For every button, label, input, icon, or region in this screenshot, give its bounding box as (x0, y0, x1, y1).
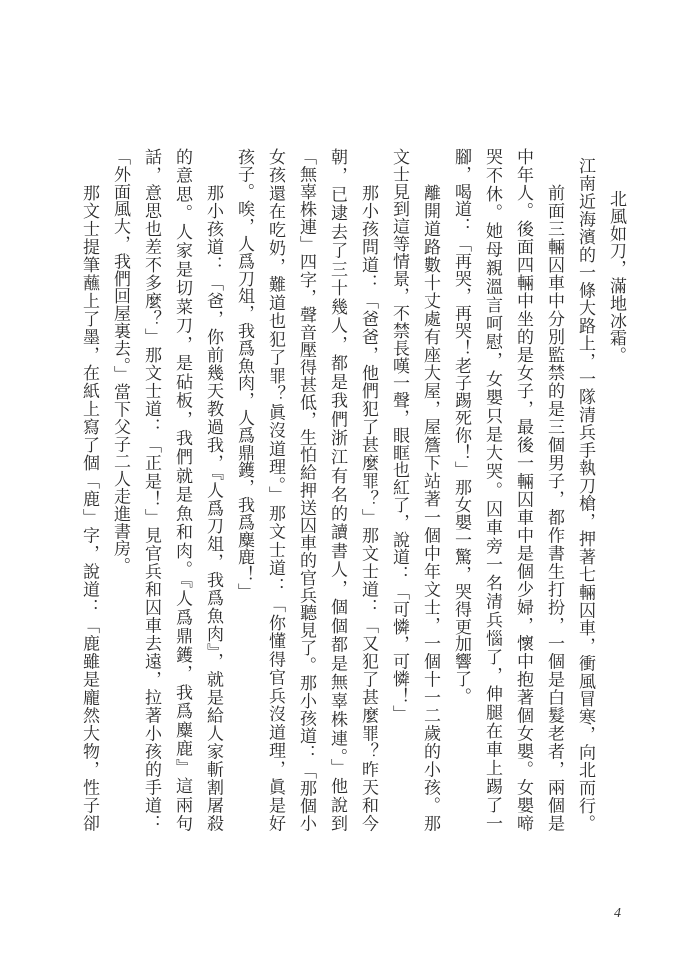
text-column: 朝，已逮去了三十幾人，都是我們浙江有名的讀書人，個個都是無辜株連。」他說到 (327, 148, 347, 832)
text-column: 那小孩道：「爸，你前幾天教過我，『人爲刀俎，我爲魚肉』，就是給人家斬割屠殺 (203, 184, 223, 832)
text-column: 腳，喝道：「再哭，再哭！老子踢死你！」那女嬰一驚，哭得更加響了。 (451, 148, 471, 705)
text-column: 文士見到這等情景，不禁長嘆一聲，眼眶也紅了，說道：「可憐，可憐！」 (389, 148, 409, 723)
text-column: 的意思。人家是切菜刀，是砧板，我們就是魚和肉。『人爲鼎鑊，我爲麋鹿』這兩句 (172, 148, 192, 832)
page-number: 4 (614, 906, 621, 921)
text-column: 女孩還在吃奶，難道也犯了罪？眞沒道理。」那文士道：「你懂得官兵沒道理，眞是好 (265, 148, 285, 832)
page-text-body (73, 148, 631, 832)
text-column: 孩子。唉，人爲刀俎，我爲魚肉，人爲鼎鑊，我爲麋鹿！」 (234, 148, 254, 601)
text-column: 前面三輛囚車中分別監禁的是三個男子，都作書生打扮，一個是白髮老者，兩個是 (544, 184, 564, 832)
text-column: 那小孩問道：「爸爸，他們犯了甚麼罪？」那文士道：「又犯了甚麼罪？昨天和今 (358, 184, 378, 832)
text-column: 「外面風大，我們回屋裏去。」當下父子二人走進書房。 (110, 148, 130, 575)
text-column: 哭不休。她母親溫言呵慰，女嬰只是大哭。囚車旁一名清兵惱了，伸腿在車上踢了一 (482, 148, 502, 832)
text-column: 北風如刀，滿地冰霜。 (606, 190, 626, 364)
text-column: 離開道路數十丈處有座大屋，屋簷下站著一個中年文士，一個十一二歲的小孩。那 (420, 184, 440, 832)
text-column: 「無辜株連」四字，聲音壓得甚低，生怕給押送囚車的官兵聽見了。那小孩道：「那個小 (296, 148, 316, 832)
text-column: 江南近海濱的一條大路上，一隊清兵手執刀槍，押著七輛囚車，衝風冒寒，向北而行。 (575, 157, 595, 832)
text-column: 話，意思也差不多麼？」那文士道：「正是！」見官兵和囚車去遠，拉著小孩的手道： (141, 148, 161, 832)
text-column: 那文士提筆蘸上了墨，在紙上寫了個「鹿」字，說道：「鹿雖是龐然大物，性子卻 (79, 184, 99, 832)
text-column: 中年人。後面四輛中坐的是女子，最後一輛囚車中是個少婦，懷中抱著個女嬰。女嬰啼 (513, 148, 533, 832)
